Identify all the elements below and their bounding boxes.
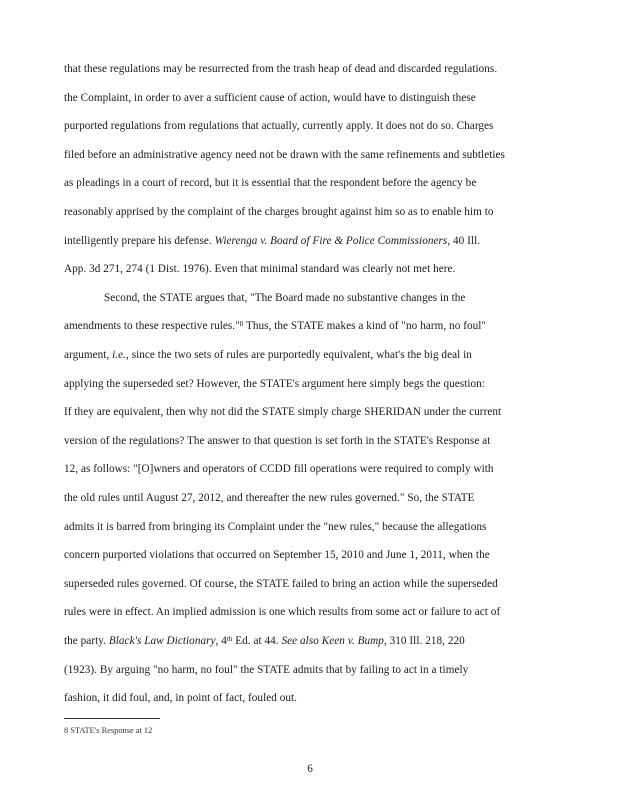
- text-segment: purported regulations from regulations that actually, currently apply. It does not do so. Charges: [64, 120, 494, 133]
- footnote-divider: [64, 718, 160, 719]
- text-segment: intelligently prepare his defense.: [64, 234, 215, 247]
- text-segment: applying the superseded set? However, the STATE's argument here simply begs the question:: [64, 377, 485, 390]
- body-line: [104, 291, 465, 305]
- superscript: th: [226, 635, 233, 643]
- italic-citation: See also Keen v. Bump: [281, 635, 384, 647]
- text-segment: filed before an administrative agency need not be drawn with the same refinements and subtleties: [64, 148, 505, 161]
- text-segment: the Complaint, in order to aver a sufficient cause of action, would have to distinguish these: [64, 91, 476, 104]
- footnote: 8 STATE's Response at 12: [64, 726, 153, 735]
- body-line: [64, 634, 465, 648]
- text-segment: , since the two sets of rules are purportedly equivalent, what's the big deal in: [126, 349, 472, 361]
- text-segment: that these regulations may be resurrected from the trash heap of dead and discarded regulations.: [64, 63, 498, 75]
- text-segment: amendments to these respective rules.": [64, 320, 240, 333]
- text-segment: concern purported violations that occurred on September 15, 2010 and June 1, 2011, when the: [64, 549, 490, 562]
- body-line: [64, 405, 501, 419]
- superscript: 8: [239, 320, 244, 329]
- body-line: [64, 91, 476, 105]
- text-segment: , 4: [215, 635, 227, 647]
- text-segment: rules were in effect. An implied admission is one which results from some act or failure to act of: [64, 606, 501, 619]
- body-line: [64, 348, 472, 362]
- text-segment: the old rules until August 27, 2012, and thereafter the new rules governed." So, the STATE: [64, 492, 475, 504]
- text-segment: Ed. at 44.: [232, 635, 282, 647]
- text-segment: Thus, the STATE makes a kind of "no harm, no foul": [243, 320, 487, 333]
- italic-citation: Wierenga v. Board of Fire & Police Commissioners: [214, 234, 448, 247]
- body-line: [64, 520, 486, 534]
- body-line: [64, 119, 493, 133]
- body-line: [64, 462, 494, 476]
- body-line: [64, 205, 494, 219]
- body-line: [64, 62, 497, 76]
- body-line: [64, 148, 505, 162]
- text-segment: If they are equivalent, then why not did the STATE simply charge SHERIDAN under the current: [64, 406, 502, 419]
- page-number: 6: [307, 763, 313, 775]
- italic-citation: Black's Law Dictionary: [108, 635, 216, 647]
- body-line: [64, 691, 297, 705]
- body-line: [64, 434, 490, 448]
- body-line: [64, 548, 490, 562]
- text-segment: as pleadings in a court of record, but it is essential that the respondent before the agency be: [64, 177, 477, 190]
- text-segment: the party.: [64, 635, 109, 647]
- body-line: [64, 491, 475, 505]
- text-segment: , 40 Ill.: [447, 234, 481, 247]
- text-segment: reasonably apprised by the complaint of the charges brought against him so as to enable him to: [64, 206, 494, 218]
- text-segment: (1923). By arguing "no harm, no foul" the STATE admits that by failing to act in a timely: [64, 663, 469, 676]
- text-segment: Second, the STATE argues that, "The Board made no substantive changes in the: [104, 291, 466, 304]
- text-segment: , 310 Ill. 218, 220: [383, 635, 465, 647]
- text-segment: admits it is barred from bringing its Complaint under the "new rules," because the allegations: [64, 520, 487, 533]
- text-segment: version of the regulations? The answer to that question is set forth in the STATE's Response at: [64, 434, 491, 447]
- body-line: [64, 377, 485, 391]
- body-line: [64, 176, 476, 190]
- text-segment: 12, as follows: "[O]wners and operators of CCDD fill operations were required to comply with: [64, 463, 494, 476]
- body-line: [64, 663, 468, 677]
- italic-citation: i.e.: [112, 349, 127, 361]
- text-segment: superseded rules governed. Of course, the STATE failed to bring an action while the superseded: [64, 577, 498, 590]
- body-line: [64, 577, 498, 591]
- text-segment: argument,: [64, 349, 113, 361]
- body-line: [64, 605, 500, 619]
- text-segment: fashion, it did foul, and, in point of fact, fouled out.: [64, 692, 298, 705]
- body-line: [64, 262, 455, 276]
- body-line: [64, 234, 480, 248]
- body-line: [64, 319, 486, 333]
- text-segment: App. 3d 271, 274 (1 Dist. 1976). Even that minimal standard was clearly not met here.: [64, 263, 456, 276]
